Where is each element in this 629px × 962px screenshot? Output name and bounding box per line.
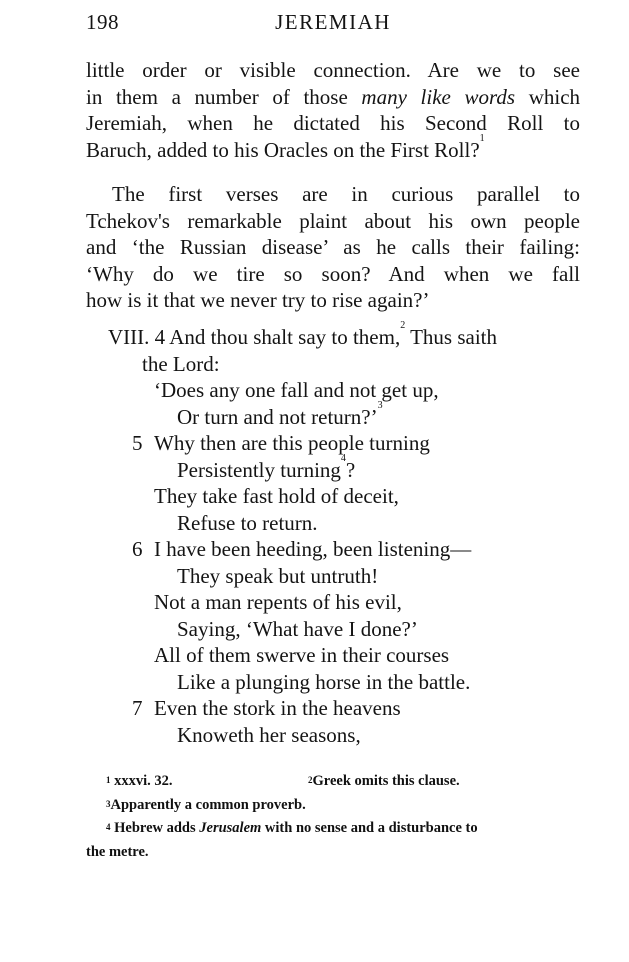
verse-line: 6 I have been heeding, been listening— — [132, 537, 472, 561]
text-line: Tchekov's remarkable plaint about his own people — [86, 208, 580, 233]
verse-line: Not a man repents of his evil, — [154, 590, 402, 614]
footnote-marker: 2 — [400, 320, 406, 331]
verse-line: 5 Why then are this people turning — [132, 431, 430, 455]
footnote-mark: 4 — [106, 822, 111, 832]
text-line: The first verses are in curious parallel to — [112, 182, 580, 206]
page-header — [86, 10, 580, 40]
verse-block — [86, 320, 580, 748]
footnote-mark: 2 — [308, 775, 313, 785]
paragraph-2 — [86, 181, 580, 314]
footnote-4-cont: the metre. — [86, 843, 149, 860]
verse-line: Refuse to return. — [177, 510, 318, 535]
italic-phrase: many like words — [361, 84, 516, 109]
italic-phrase: Jerusalem — [199, 820, 262, 836]
verse-number: 7 — [132, 696, 143, 720]
verse-line: They speak but untruth! — [177, 563, 379, 588]
footnote-4: $^4$ Hebrew adds Jerusalem with no sense and a disturbance to — [106, 820, 478, 836]
verse-heading: VIII. 4 And thou shalt say to them,$^2$ Thus saith — [108, 320, 498, 349]
verse-line: 7 Even the stork in the heavens — [132, 696, 401, 720]
footnote-3: $^3$Apparently a common proverb. — [106, 796, 306, 813]
verse-line: They take fast hold of deceit, — [154, 484, 399, 508]
verse-line: Knoweth her seasons, — [177, 722, 361, 747]
verse-line: Like a plunging horse in the battle. — [177, 669, 471, 694]
footnotes — [86, 770, 586, 864]
text-line: in them a number of those many like words which — [86, 84, 581, 109]
verse-line: ‘Does any one fall and not get up, — [154, 378, 439, 402]
footnote-marker: 1 — [479, 132, 485, 144]
footnote-mark: 1 — [106, 775, 111, 785]
verse-line: All of them swerve in their courses — [154, 643, 450, 667]
text-line: and ‘the Russian disease’ as he calls their failing: — [86, 235, 580, 259]
verse-line: Persistently turning$^4$? — [177, 452, 356, 482]
running-head: JEREMIAH — [275, 10, 391, 34]
footnote-mark: 3 — [106, 798, 111, 809]
text-line: how is it that we never try to rise again?’ — [86, 288, 430, 312]
footnote-1: $^1$ xxxvi. 32. — [106, 773, 173, 789]
text-line: Baruch, added to his Oracles on the First Roll?$^1$ — [86, 132, 485, 162]
page-number: 198 — [86, 10, 119, 34]
text-line: Jeremiah, when he dictated his Second Roll to — [86, 111, 580, 135]
verse-number: 6 — [132, 537, 143, 561]
footnote-2: $^2$Greek omits this clause. — [308, 773, 460, 789]
verse-line: Or turn and not return?’$^3$ — [177, 399, 383, 429]
text-line: little order or visible connection. Are we to see — [86, 58, 580, 82]
verse-line: Saying, ‘What have I done?’ — [177, 616, 418, 641]
text-line: ‘Why do we tire so soon? And when we fall — [86, 261, 580, 286]
footnote-marker: 3 — [377, 399, 383, 411]
verse-number: 5 — [132, 431, 143, 455]
footnote-marker: 4 — [340, 452, 346, 464]
paragraph-1 — [86, 57, 580, 163]
verse-heading-cont: the Lord: — [142, 351, 220, 376]
